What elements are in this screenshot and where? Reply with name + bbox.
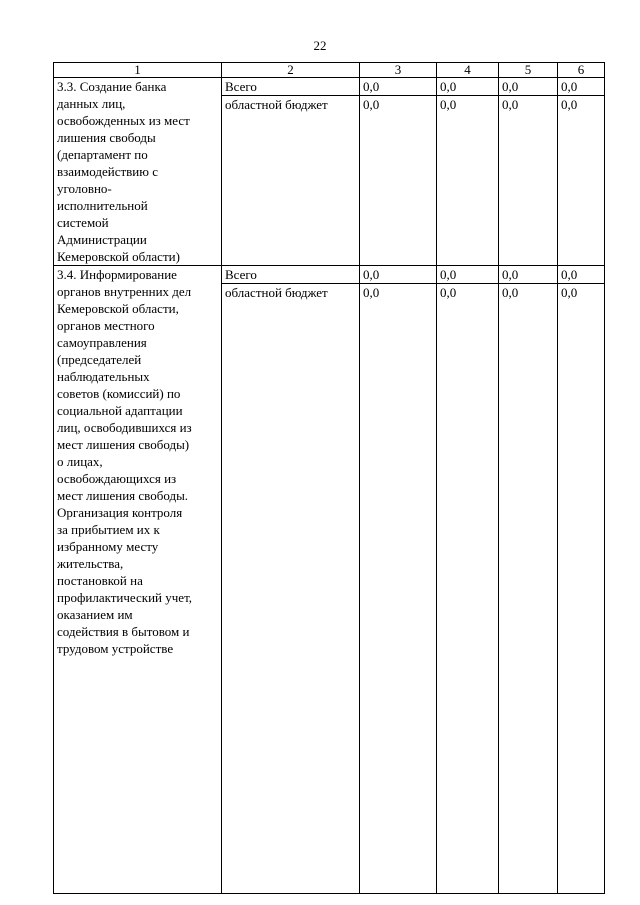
column-header-4: 4 [437,63,499,78]
column-header-3: 3 [360,63,437,78]
value-cell: 0,0 [558,266,605,284]
column-header-1: 1 [54,63,222,78]
value-cell: 0,0 [360,78,437,96]
value-cell: 0,0 [499,78,558,96]
value-cell: 0,0 [499,266,558,284]
header-row [54,63,605,78]
page-number: 22 [313,38,327,53]
value-cell: 0,0 [558,284,605,894]
measure-description-3-4: 3.4. Информирование органов внутренних дел Кемеровской области, органов местного самоуправления (председателей наблюдательных советов (комиссий) по социальной адаптации лиц, освободившихся из мест лишения свободы) о лицах, освобождающихся из мест лишения свободы. Организация контроля за прибытием их к избранному месту жительства, постановкой на профилактический учет, оказанием им содействия в бытовом и трудовом устройстве [54,266,222,894]
value-cell: 0,0 [558,78,605,96]
value-cell: 0,0 [437,284,499,894]
value-cell: 0,0 [437,78,499,96]
value-cell: 0,0 [360,284,437,894]
value-cell: 0,0 [499,96,558,266]
funding-source-regional: областной бюджет [222,284,360,894]
column-header-2: 2 [222,63,360,78]
table-row [54,266,605,284]
value-cell: 0,0 [360,96,437,266]
funding-source-total: Всего [222,78,360,96]
column-header-6: 6 [558,63,605,78]
measure-description-3-3: 3.3. Создание банка данных лиц, освобожденных из мест лишения свободы (департамент по взаимодействию с уголовно- исполнительной системой Администрации Кемеровской области) [54,78,222,266]
value-cell: 0,0 [437,96,499,266]
budget-table [53,62,605,894]
value-cell: 0,0 [437,266,499,284]
funding-source-regional: областной бюджет [222,96,360,266]
value-cell: 0,0 [499,284,558,894]
funding-source-total: Всего [222,266,360,284]
table-row [54,78,605,96]
value-cell: 0,0 [360,266,437,284]
value-cell: 0,0 [558,96,605,266]
column-header-5: 5 [499,63,558,78]
